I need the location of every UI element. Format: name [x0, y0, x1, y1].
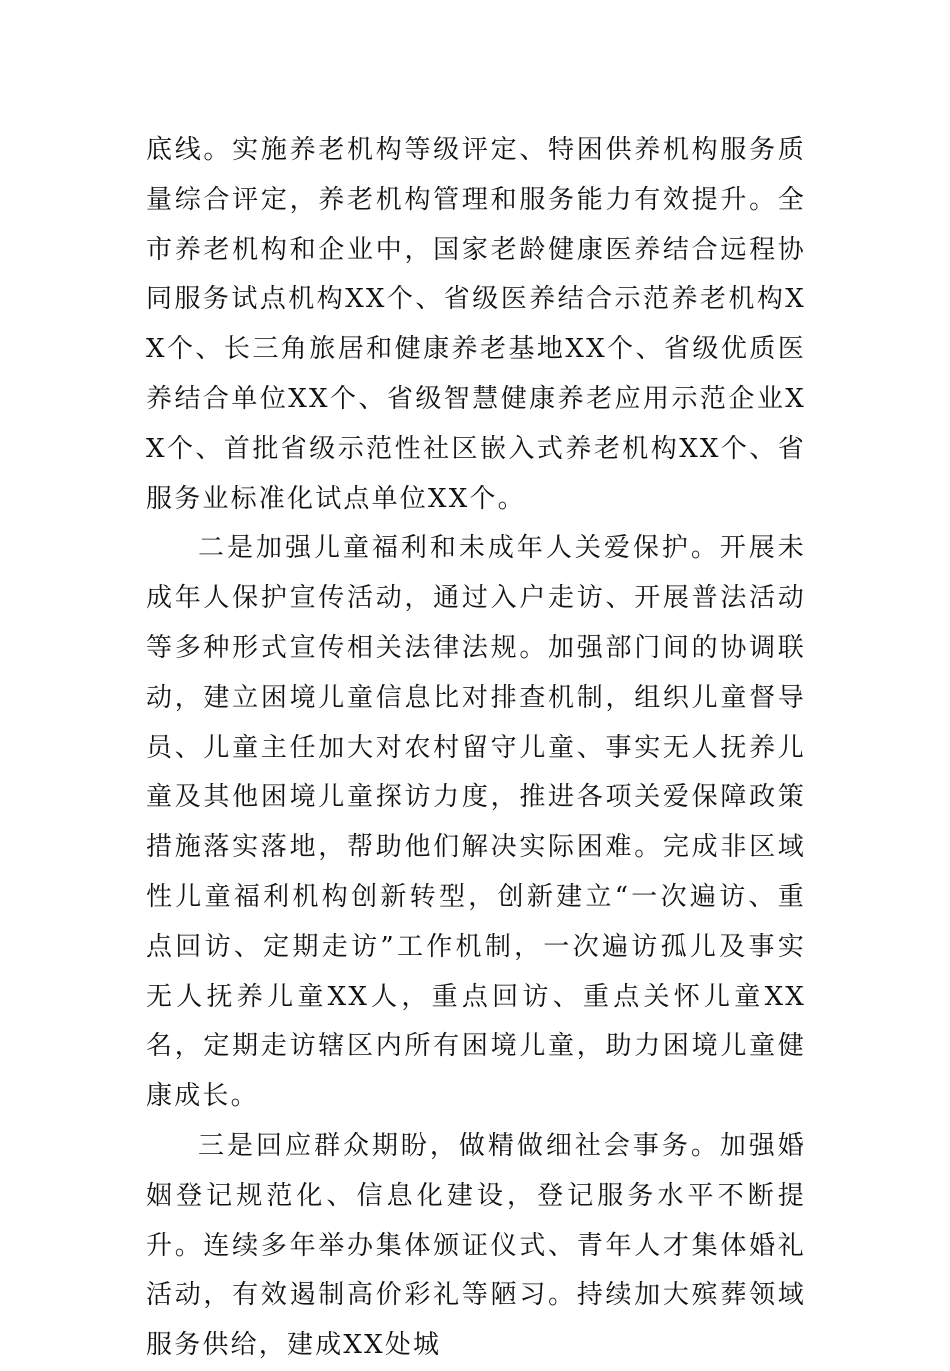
paragraph-child-welfare: 二是加强儿童福利和未成年人关爱保护。开展未成年人保护宣传活动，通过入户走访、开展普法活动等多种形式宣传相关法律法规。加强部门间的协调联动，建立困境儿童信息比对排查机制，组织儿童督导员、儿童主任加大对农村留守儿童、事实无人抚养儿童及其他困境儿童探访力度，推进各项关爱保障政策措施落实落地，帮助他们解决实际困难。完成非区域性儿童福利机构创新转型，创新建立“一次遍访、重点回访、定期走访”工作机制，一次遍访孤儿及事实无人抚养儿童XX人，重点回访、重点关怀儿童XX名，定期走访辖区内所有困境儿童，助力困境儿童健康成长。 — [146, 533, 806, 1112]
paragraph-social-affairs: 三是回应群众期盼，做精做细社会事务。加强婚姻登记规范化、信息化建设，登记服务水平不断提升。连续多年举办集体颁证仪式、青年人才集体婚礼活动，有效遏制高价彩礼等陋习。持续加大殡葬领域服务供给，建成XX处城 — [146, 1130, 806, 1361]
document-body — [146, 126, 806, 1371]
paragraph-elderly-care-continuation: 底线。实施养老机构等级评定、特困供养机构服务质量综合评定，养老机构管理和服务能力有效提升。全市养老机构和企业中，国家老龄健康医养结合远程协同服务试点机构XX个、省级医养结合示范养老机构XX个、长三角旅居和健康养老基地XX个、省级优质医养结合单位XX个、省级智慧健康养老应用示范企业XX个、首批省级示范性社区嵌入式养老机构XX个、省服务业标准化试点单位XX个。 — [146, 135, 806, 514]
